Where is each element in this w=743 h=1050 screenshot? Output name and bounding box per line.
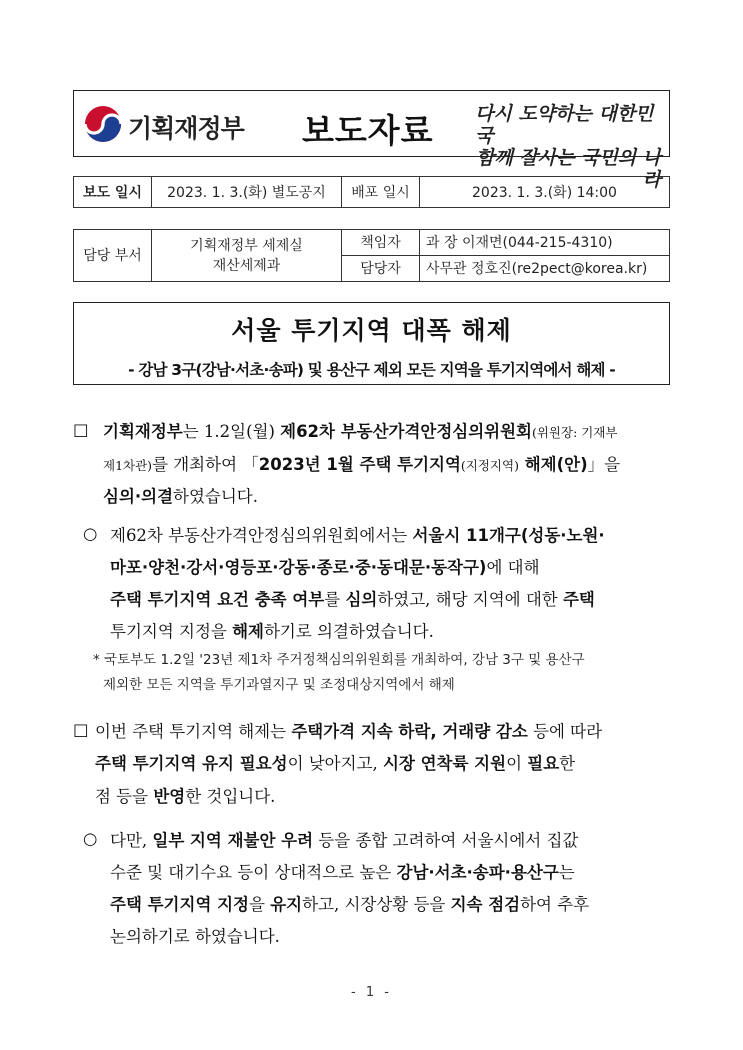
page-number: - 1 -: [351, 985, 392, 1000]
paragraph-4-line-2: 수준 및 대기수요 등이 상대적으로 높은 강남·서초·송파·용산구는: [110, 863, 575, 882]
slogan-line-1: 다시 도약하는 대한민국: [475, 103, 654, 147]
headline: 서울 투기지역 대폭 해제: [231, 316, 512, 345]
manager-label: 책임자: [342, 230, 420, 256]
paragraph-4: [83, 827, 673, 957]
paragraph-3-line-3: 점 등을 반영한 것입니다.: [95, 787, 276, 806]
release-schedule-table: [73, 176, 670, 208]
paragraph-2: [83, 522, 673, 652]
press-release-header: [73, 90, 670, 191]
officer-contact: 사무관 정호진(re2pect@korea.kr): [420, 256, 670, 282]
footnote-line-2: 제외한 모든 지역을 투기과열지구 및 조정대상지역에서 해제: [103, 677, 455, 693]
report-date-value: 2023. 1. 3.(화) 별도공지: [152, 177, 342, 208]
paragraph-2-line-1: 제62차 부동산가격안정심의위원회에서는 서울시 11개구(성동·노원·: [110, 526, 605, 545]
paragraph-4-line-3: 주택 투기지역 지정을 유지하고, 시장상황 등을 지속 점검하여 추후: [110, 895, 590, 914]
paragraph-4-line-4: 논의하기로 하였습니다.: [110, 927, 280, 946]
sub-headline: - 강남 3구(강남·서초·송파) 및 용산구 제외 모든 지역을 투기지역에서 해제 -: [128, 361, 615, 379]
contact-table: [73, 229, 670, 282]
paragraph-1-line-3: 심의·의결하였습니다.: [103, 487, 258, 506]
footnote: [93, 648, 585, 698]
paragraph-1-line-2: 제1차관)를 개최하여 「2023년 1월 주택 투기지역(지정지역) 해제(안)」을: [103, 455, 621, 474]
paragraph-3-line-1: 이번 주택 투기지역 해제는 주택가격 지속 하락, 거래량 감소 등에 따라: [95, 722, 603, 741]
circle-bullet-icon: ○: [83, 829, 98, 848]
document-type-title: 보도자료: [302, 111, 434, 150]
paragraph-1-line-1: 기획재정부는 1.2일(월) 제62차 부동산가격안정심의위원회(위원장: 기재부: [103, 422, 618, 441]
paragraph-2-line-4: 투기지역 지정을 해제하기로 의결하였습니다.: [110, 622, 434, 641]
paragraph-1: [73, 410, 673, 510]
square-bullet-icon: □: [73, 720, 89, 739]
paragraph-2-line-3: 주택 투기지역 요건 충족 여부를 심의하였고, 해당 지역에 대한 주택: [110, 590, 595, 609]
slogan-line-2: 함께 잘사는 국민의 나라: [475, 147, 661, 191]
report-date-label: 보도 일시: [74, 177, 152, 208]
department-label: 담당 부서: [74, 230, 152, 282]
paragraph-3: [73, 716, 673, 816]
paragraph-3-line-2: 주택 투기지역 유지 필요성이 낮아지고, 시장 연착륙 지원이 필요한: [95, 754, 576, 773]
circle-bullet-icon: ○: [83, 524, 98, 543]
footnote-line-1: * 국토부도 1.2일 '23년 제1차 주거정책심의위원회를 개최하여, 강남 3구 및 용산구: [93, 652, 585, 668]
headline-box: [73, 302, 670, 385]
distribute-date-label: 배포 일시: [342, 177, 420, 208]
ministry-name: 기획재정부: [128, 114, 244, 143]
department-value: [152, 230, 342, 282]
officer-label: 담당자: [342, 256, 420, 282]
ministry-emblem-icon: [84, 105, 122, 143]
department-line-2: 재산세제과: [212, 257, 281, 274]
department-line-1: 기획재정부 세제실: [190, 237, 303, 254]
manager-contact: 과 장 이재면(044-215-4310): [420, 230, 670, 256]
distribute-date-value: 2023. 1. 3.(화) 14:00: [420, 177, 670, 208]
square-bullet-icon: □: [73, 420, 89, 439]
paragraph-2-line-2: 마포·양천·강서·영등포·강동·종로·중·동대문·동작구)에 대해: [110, 558, 540, 577]
paragraph-4-line-1: 다만, 일부 지역 재불안 우려 등을 종합 고려하여 서울시에서 집값: [110, 831, 579, 850]
